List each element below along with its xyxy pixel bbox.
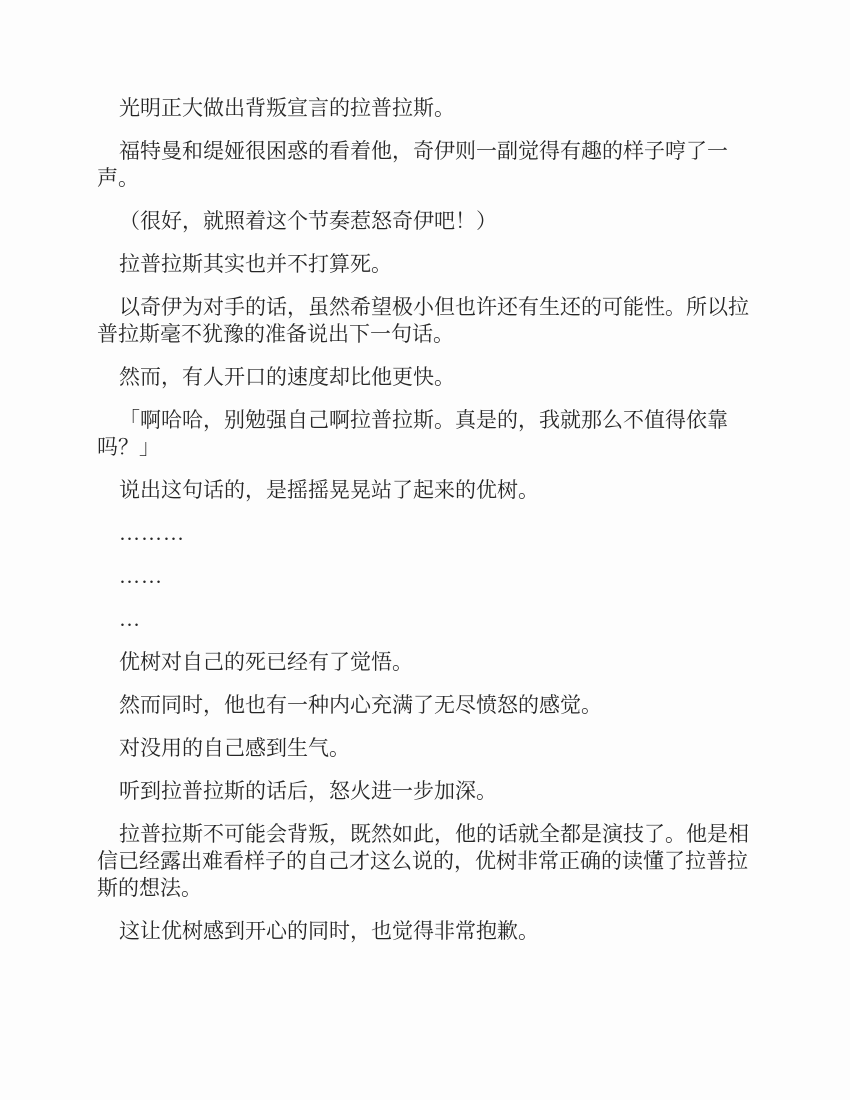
paragraph-12: 优树对自己的死已经有了觉悟。	[119, 650, 413, 674]
ellipsis-line-long: ………	[119, 521, 185, 545]
paragraph-3-inner-monologue: （很好，就照着这个节奏惹怒奇伊吧！）	[119, 209, 497, 233]
paragraph-4: 拉普拉斯其实也并不打算死。	[119, 252, 392, 276]
novel-text-body	[97, 95, 755, 961]
paragraph-1: 光明正大做出背叛宣言的拉普拉斯。	[119, 96, 455, 120]
paragraph-7-dialogue: 「啊哈哈，别勉强自己啊拉普拉斯。真是的，我就那么不值得依靠吗？」	[97, 408, 728, 459]
paragraph-13: 然而同时，他也有一种内心充满了无尽愤怒的感觉。	[119, 693, 602, 717]
paragraph-5: 以奇伊为对手的话，虽然希望极小但也许还有生还的可能性。所以拉普拉斯毫不犹豫的准备说出下一句话。	[97, 295, 749, 346]
ellipsis-line-medium: ……	[119, 564, 163, 588]
paragraph-8: 说出这句话的，是摇摇晃晃站了起来的优树。	[119, 478, 539, 502]
paragraph-15: 听到拉普拉斯的话后，怒火进一步加深。	[119, 779, 497, 803]
paragraph-2: 福特曼和缇娅很困惑的看着他，奇伊则一副觉得有趣的样子哼了一声。	[97, 139, 728, 190]
paragraph-16: 拉普拉斯不可能会背叛，既然如此，他的话就全都是演技了。他是相信已经露出难看样子的自己才这么说的，优树非常正确的读懂了拉普拉斯的想法。	[97, 822, 749, 900]
paragraph-6: 然而，有人开口的速度却比他更快。	[119, 365, 455, 389]
ellipsis-line-short: …	[119, 607, 141, 631]
paragraph-14: 对没用的自己感到生气。	[119, 736, 350, 760]
paragraph-17: 这让优树感到开心的同时，也觉得非常抱歉。	[119, 919, 539, 943]
